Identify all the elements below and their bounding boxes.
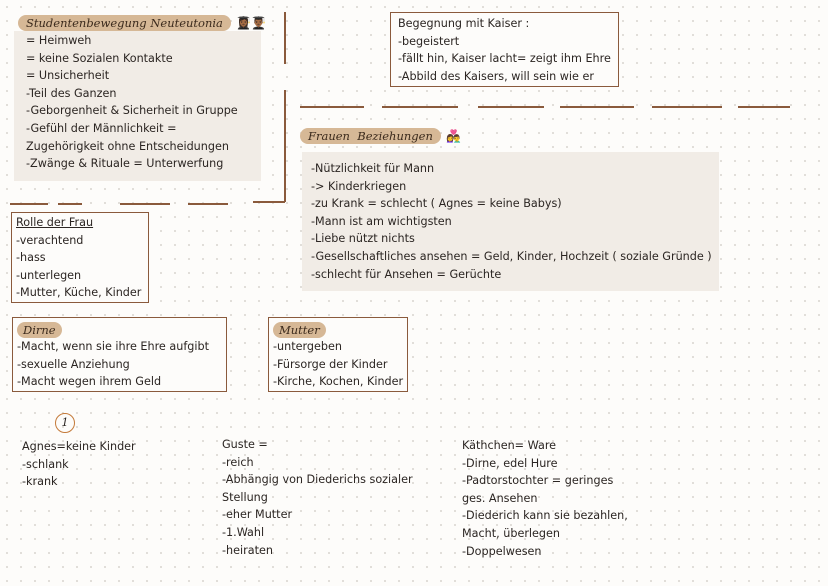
guste-line: Stellung [222, 490, 268, 504]
divider-horizontal [58, 203, 82, 205]
divider-horizontal [652, 106, 722, 108]
divider-horizontal [253, 201, 285, 203]
kaiser-line: -fällt hin, Kaiser lacht= zeigt ihm Ehre [398, 52, 611, 66]
studenten-line: -Geborgenheit & Sicherheit in Gruppe [26, 104, 238, 118]
rolle-line: -verachtend [16, 233, 84, 247]
mutter-title: Mutter [273, 322, 326, 338]
studenten-line: -Zwänge & Rituale = Unterwerfung [26, 157, 224, 171]
studenten-line: = Unsicherheit [26, 69, 110, 83]
mutter-line: -Fürsorge der Kinder [273, 357, 388, 371]
rolle-line: -hass [16, 251, 46, 265]
kaiser-line: -begeistert [398, 34, 460, 48]
divider-horizontal [120, 203, 170, 205]
guste-line: -heiraten [222, 543, 273, 557]
agnes-line: Agnes=keine Kinder [22, 440, 136, 453]
studenten-title: Studentenbewegung Neuteutonia [18, 15, 231, 31]
couple-emoji-icon: 👩‍❤️‍👨 [445, 129, 461, 143]
kaethchen-line: -Padtorstochter = geringes [462, 474, 614, 488]
frauen-line: -schlecht für Ansehen = Gerüchte [311, 267, 502, 281]
dirne-box [12, 317, 227, 392]
frauen-line: -Nützlichkeit für Mann [311, 162, 435, 175]
kaethchen-block [462, 437, 628, 560]
frauen-title: Frauen Beziehungen [300, 128, 441, 144]
divider-vertical [284, 90, 286, 202]
kaethchen-line: ges. Ansehen [462, 491, 538, 505]
guste-line: -1.Wahl [222, 525, 265, 539]
studenten-line: = Heimweh [26, 34, 92, 47]
number-badge: 1 [55, 413, 75, 433]
kaethchen-line: Macht, überlegen [462, 526, 560, 540]
rolle-title: Rolle der Frau [16, 216, 94, 229]
guste-line: -reich [222, 455, 254, 469]
studenten-line: = keine Sozialen Kontakte [26, 51, 173, 65]
studenten-line: -Gefühl der Männlichkeit = [26, 121, 177, 135]
kaiser-box [390, 12, 619, 87]
kaethchen-line: -Dirne, edel Hure [462, 456, 558, 470]
divider-horizontal [188, 203, 228, 205]
frauen-title-row [300, 125, 461, 144]
student-emoji-icon: 👩🏾‍🎓👨🏾‍🎓 [236, 16, 266, 30]
agnes-line: -schlank [22, 457, 69, 471]
divider-horizontal [382, 106, 458, 108]
mutter-box [268, 317, 408, 392]
guste-line: -eher Mutter [222, 508, 293, 522]
guste-line: Guste = [222, 438, 268, 451]
rolle-line: -Mutter, Küche, Kinder [16, 286, 142, 300]
guste-block [222, 436, 413, 559]
frauen-line: -Liebe nützt nichts [311, 232, 415, 246]
dirne-line: -Macht, wenn sie ihre Ehre aufgibt [17, 340, 209, 353]
dirne-line: -sexuelle Anziehung [17, 357, 130, 371]
studenten-box [14, 31, 261, 181]
frauen-line: -Mann ist am wichtigsten [311, 214, 452, 228]
kaiser-line: Begegnung mit Kaiser : [398, 17, 530, 30]
dirne-title: Dirne [17, 322, 62, 338]
divider-horizontal [560, 106, 634, 108]
frauen-line: -zu Krank = schlecht ( Agnes = keine Babys) [311, 197, 562, 211]
divider-horizontal [300, 106, 364, 108]
divider-horizontal [478, 106, 544, 108]
rolle-line: -unterlegen [16, 268, 82, 282]
mutter-line: -untergeben [273, 340, 342, 353]
mutter-line: -Kirche, Kochen, Kinder [273, 375, 404, 389]
studenten-line: -Teil des Ganzen [26, 86, 117, 100]
dirne-line: -Macht wegen ihrem Geld [17, 375, 162, 389]
agnes-line: -krank [22, 475, 58, 489]
studenten-title-row [18, 12, 266, 31]
divider-horizontal [10, 203, 48, 205]
studenten-line: Zugehörigkeit ohne Entscheidungen [26, 139, 229, 153]
frauen-box [302, 152, 719, 291]
kaethchen-line: Käthchen= Ware [462, 439, 557, 452]
agnes-block [22, 438, 136, 491]
kaethchen-line: -Diederich kann sie bezahlen, [462, 509, 628, 523]
kaethchen-line: -Doppelwesen [462, 544, 542, 558]
frauen-line: -> Kinderkriegen [311, 179, 407, 193]
rolle-box [11, 212, 149, 303]
guste-line: -Abhängig von Diederichs sozialer [222, 473, 413, 487]
divider-vertical [284, 12, 286, 64]
kaiser-line: -Abbild des Kaisers, will sein wie er [398, 69, 594, 83]
divider-horizontal [738, 106, 790, 108]
frauen-line: -Gesellschaftliches ansehen = Geld, Kinder, Hochzeit ( soziale Gründe ) [311, 249, 712, 263]
